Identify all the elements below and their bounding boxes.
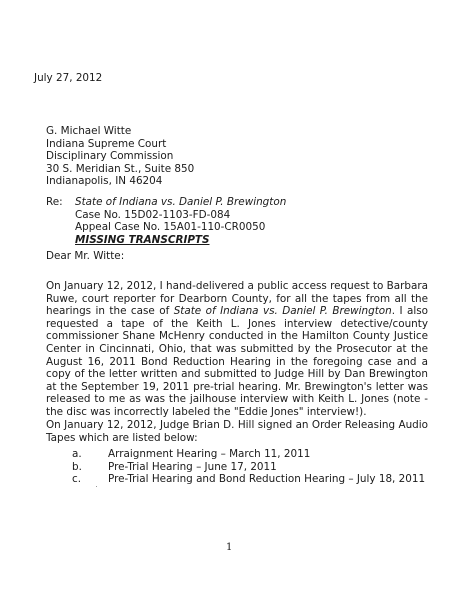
re-label: Re: <box>46 196 63 208</box>
recipient-org-court: Indiana Supreme Court <box>46 137 167 150</box>
page-number: 1 <box>226 542 233 553</box>
recipient-street: 30 S. Meridian St., Suite 850 <box>46 162 195 175</box>
scan-speck <box>96 486 97 487</box>
recipient-address <box>46 125 194 188</box>
list-item-text: Pre-Trial Hearing – June 17, 2011 <box>108 460 277 473</box>
subject-heading: MISSING TRANSCRIPTS <box>75 233 210 246</box>
recipient-city: Indianapolis, IN 46204 <box>46 175 163 188</box>
case-number: Case No. 15D02-1103-FD-084 <box>75 208 231 221</box>
salutation: Dear Mr. Witte: <box>46 250 125 262</box>
list-item-text: Pre-Trial Hearing and Bond Reduction Hearing – July 18, 2011 <box>108 473 426 486</box>
recipient-org-commission: Disciplinary Commission <box>46 150 174 163</box>
list-item-letter: a. <box>72 448 82 460</box>
body-paragraph-2: On January 12, 2012, Judge Brian D. Hill signed an Order Releasing Audio Tapes which are listed below: <box>46 419 428 444</box>
list-item-text: Arraignment Hearing – March 11, 2011 <box>108 448 311 460</box>
list-item-letter: b. <box>72 460 82 473</box>
recipient-name: G. Michael Witte <box>46 125 132 137</box>
paragraph-1-text-start: On January 12, 2012, I hand-delivered a public access request to Barbara Ruwe, court reporter for Dearborn County, for all the tapes from all the hearings in the case of <box>46 280 428 318</box>
paragraph-1-text-end: . I also requested a tape of the Keith L. Jones interview detective/county commissioner Shane McHenry conducted in the Hamilton County Justice Center in Cincinnati, Ohio, that was submitted by the Prosecutor at the August 16, 2011 Bond Reduction Hearing in the foregoing case and a copy of the letter written and submitted to Judge Hill by Dan Brewington at the September 19, 2011 pre-trial hearing. Mr. Brewington's letter was released to me as was the jailhouse interview with Keith L. Jones (note - the disc was incorrectly labeled the "Eddie Jones" interview!). <box>46 305 429 418</box>
subject-lines <box>75 196 286 246</box>
body-paragraph-1 <box>46 280 428 419</box>
letter-date: July 27, 2012 <box>34 72 103 84</box>
paragraph-1-case-title: State of Indiana vs. Daniel P. Brewington <box>173 305 392 318</box>
case-title: State of Indiana vs. Daniel P. Brewington <box>75 196 287 208</box>
appeal-case-number: Appeal Case No. 15A01-110-CR0050 <box>75 221 266 234</box>
list-item-letter: c. <box>72 473 82 486</box>
